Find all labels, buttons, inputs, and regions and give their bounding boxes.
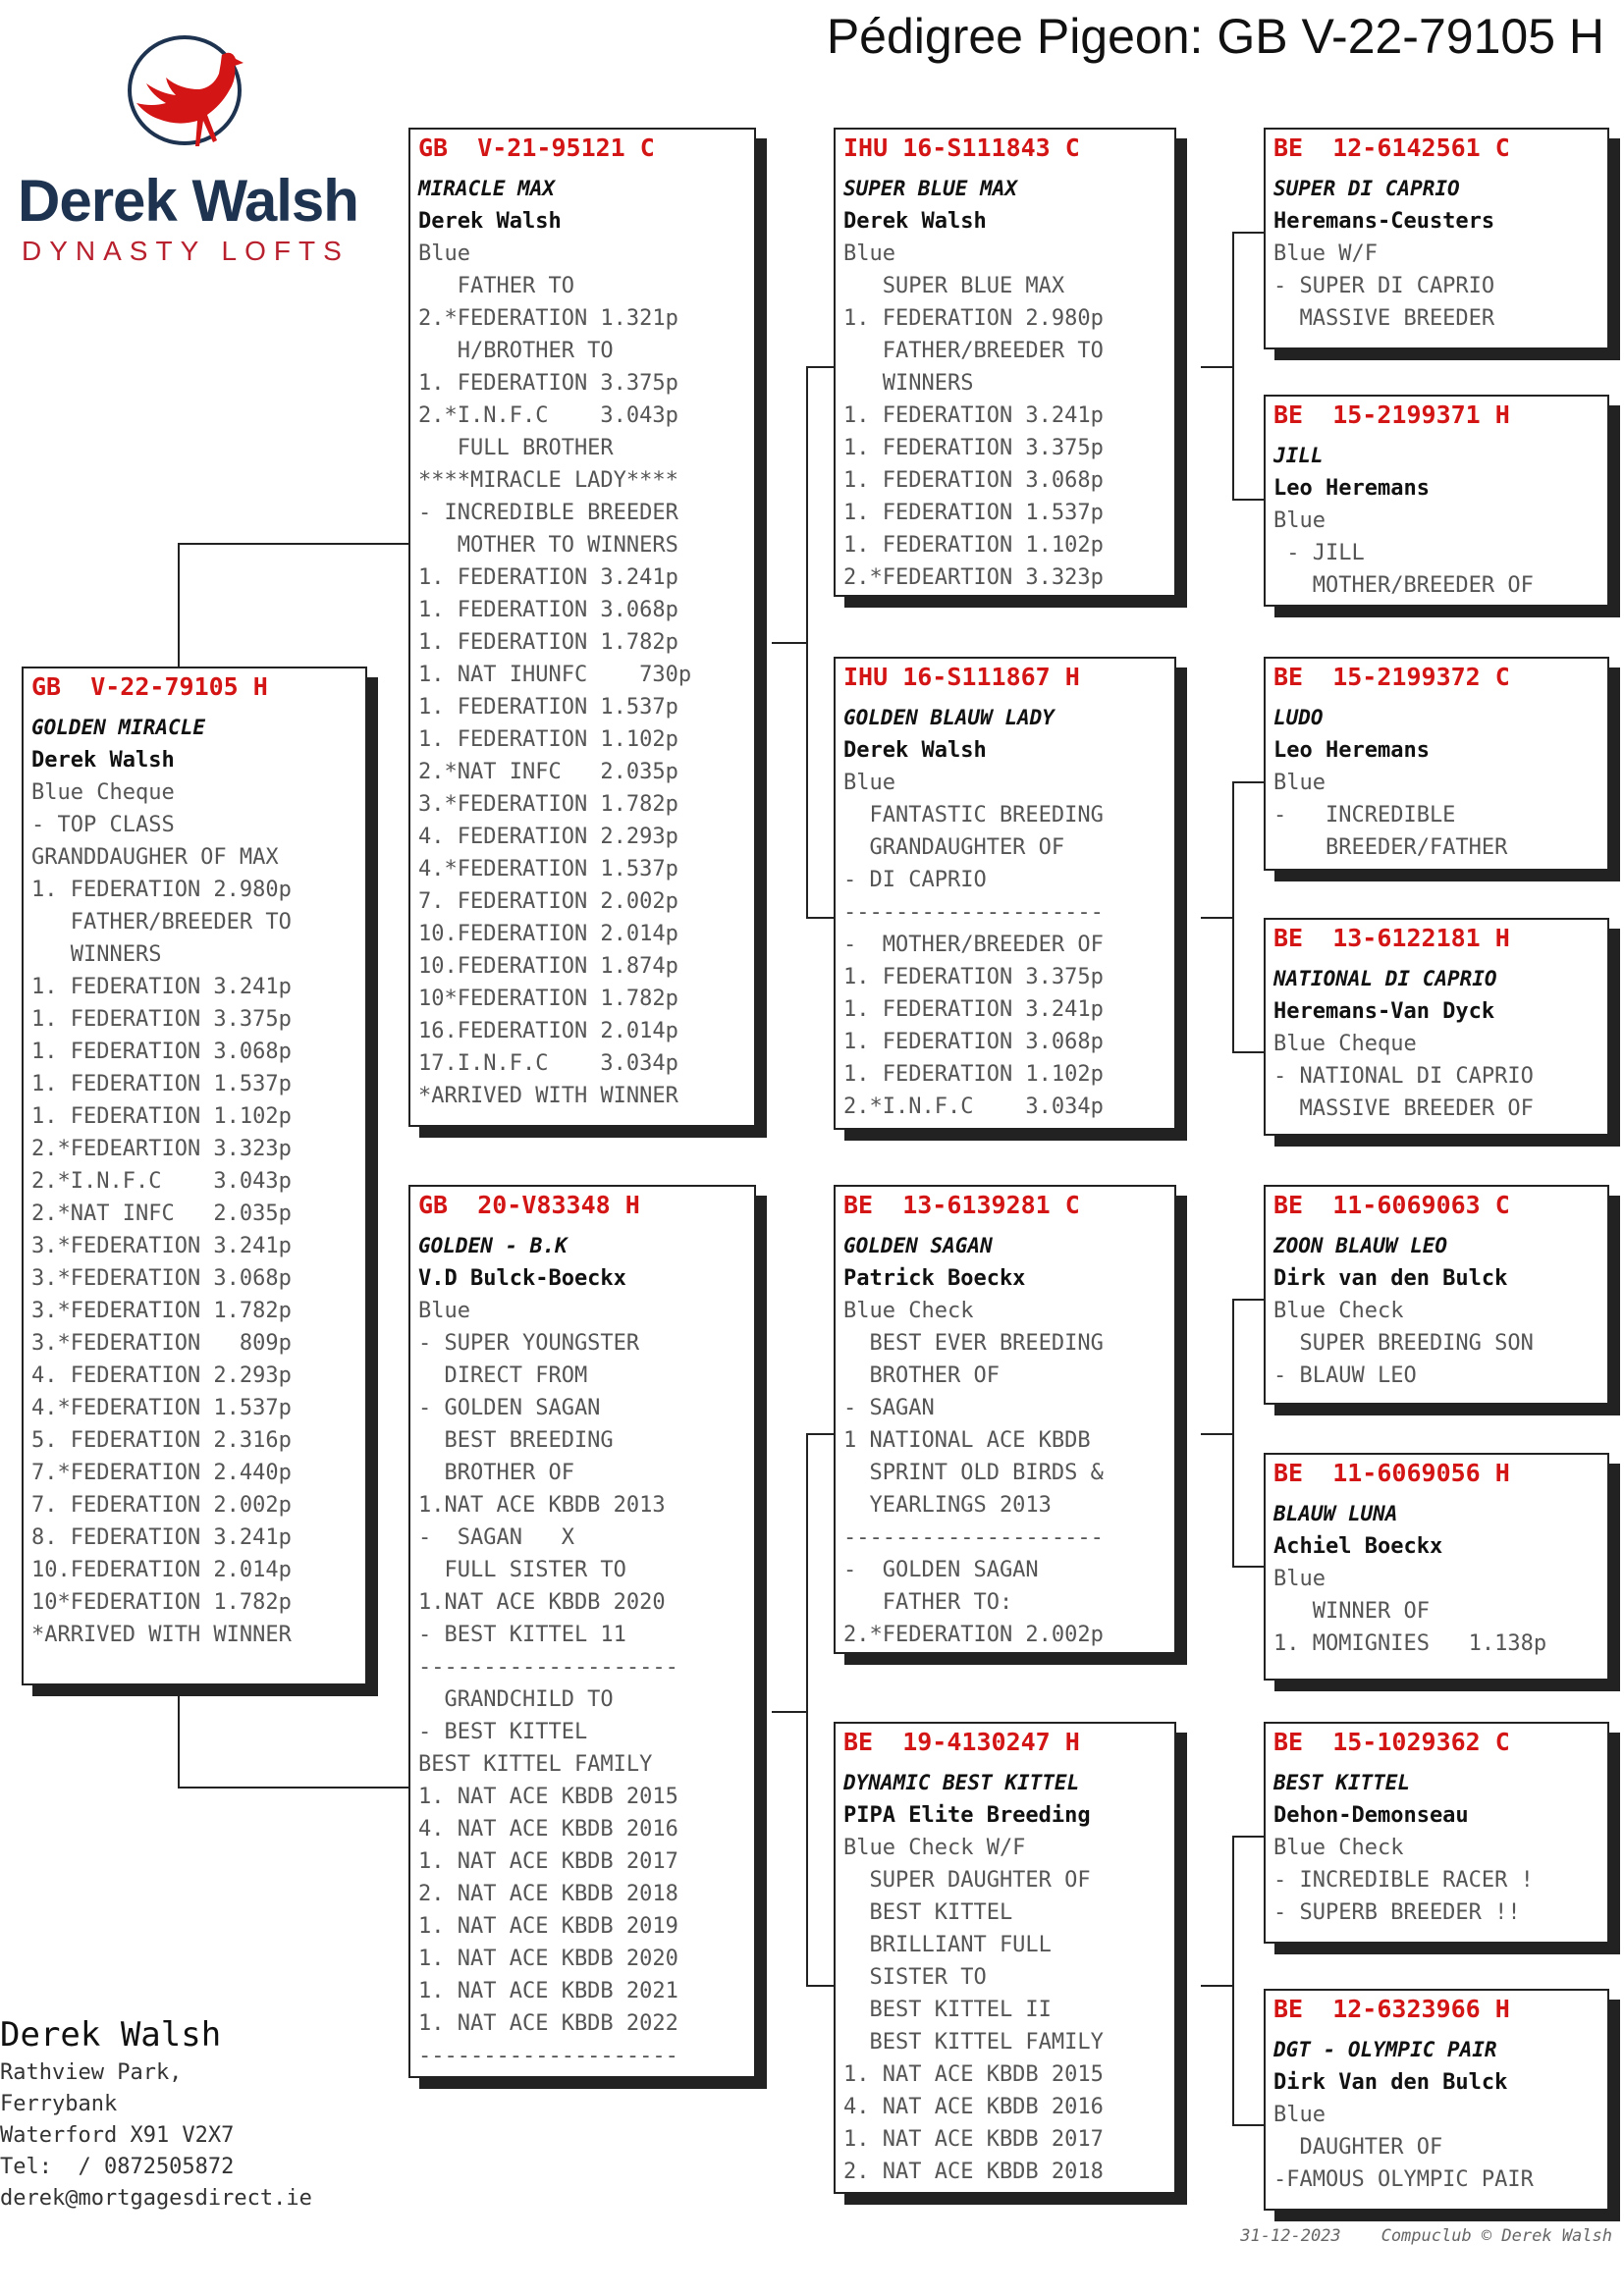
ring-number: BE 11-6069056 H bbox=[1273, 1459, 1510, 1487]
achievement-line: BEST KITTEL FAMILY bbox=[418, 1752, 653, 1777]
ring-number: BE 19-4130247 H bbox=[843, 1728, 1080, 1756]
achievement-line: FULL BROTHER bbox=[418, 436, 614, 460]
connector bbox=[806, 917, 834, 919]
pigeon-card-dam bbox=[408, 1185, 756, 2078]
achievement-line: FATHER/BREEDER TO bbox=[31, 910, 292, 934]
pigeon-color: Blue bbox=[1273, 2103, 1326, 2127]
pigeon-color: Blue bbox=[1273, 771, 1326, 795]
breeder-name: Leo Heremans bbox=[1273, 738, 1430, 763]
address-line: Ferrybank bbox=[0, 2092, 118, 2116]
ring-number: BE 15-2199372 C bbox=[1273, 663, 1510, 691]
pigeon-card-dds bbox=[1264, 1722, 1609, 1944]
achievement-line: 1. FEDERATION 3.068p bbox=[418, 598, 678, 622]
connector bbox=[1232, 1836, 1234, 2126]
achievement-line: 1. FEDERATION 1.537p bbox=[31, 1072, 292, 1096]
ring-number: BE 11-6069063 C bbox=[1273, 1191, 1510, 1219]
ring-number: BE 15-2199371 H bbox=[1273, 400, 1510, 429]
achievement-line: FANTASTIC BREEDING bbox=[843, 803, 1104, 828]
achievement-line: 1. MOMIGNIES 1.138p bbox=[1273, 1631, 1547, 1656]
connector bbox=[1232, 232, 1264, 234]
achievement-line: MOTHER TO WINNERS bbox=[418, 533, 678, 558]
achievement-line: 4. NAT ACE KBDB 2016 bbox=[418, 1817, 678, 1842]
pigeon-card-sire bbox=[408, 128, 756, 1127]
brand-subtitle: DYNASTY LOFTS bbox=[22, 236, 350, 266]
achievement-line: -------------------- bbox=[418, 2044, 678, 2068]
connector bbox=[806, 366, 808, 919]
achievement-line: 1. NAT ACE KBDB 2017 bbox=[418, 1849, 678, 1874]
achievement-line: 2.*NAT INFC 2.035p bbox=[418, 760, 678, 784]
pigeon-card-dsd bbox=[1264, 1453, 1609, 1681]
pigeon-card-sire-dam bbox=[834, 657, 1176, 1130]
pigeon-color: Blue Cheque bbox=[1273, 1032, 1417, 1056]
achievement-line: - INCREDIBLE BREEDER bbox=[418, 501, 678, 525]
achievement-line: 8. FEDERATION 3.241p bbox=[31, 1525, 292, 1550]
achievement-line: FATHER TO: bbox=[843, 1590, 1013, 1615]
achievement-line: 1. FEDERATION 3.068p bbox=[843, 468, 1104, 493]
achievement-line: FULL SISTER TO bbox=[418, 1558, 626, 1582]
achievement-line: SUPER BLUE MAX bbox=[843, 274, 1065, 298]
achievement-line: 1. FEDERATION 2.980p bbox=[31, 878, 292, 902]
achievement-line: -------------------- bbox=[418, 1655, 678, 1680]
achievement-line: SISTER TO bbox=[843, 1965, 987, 1990]
achievement-line: 3.*FEDERATION 1.782p bbox=[418, 792, 678, 817]
breeder-name: V.D Bulck-Boeckx bbox=[418, 1266, 626, 1291]
achievement-line: 1. FEDERATION 2.980p bbox=[843, 306, 1104, 331]
ring-number: GB V-21-95121 C bbox=[418, 133, 655, 162]
achievement-line: - INCREDIBLE RACER ! bbox=[1273, 1868, 1534, 1893]
achievement-line: *ARRIVED WITH WINNER bbox=[418, 1084, 678, 1108]
achievement-line: 1. FEDERATION 1.102p bbox=[843, 1062, 1104, 1087]
achievement-line: 5. FEDERATION 2.316p bbox=[31, 1428, 292, 1453]
pigeon-card-sss bbox=[1264, 128, 1609, 349]
achievement-line: 1. NAT ACE KBDB 2021 bbox=[418, 1979, 678, 2003]
achievement-line: 1. FEDERATION 3.241p bbox=[843, 403, 1104, 428]
achievement-line: 1. FEDERATION 3.375p bbox=[843, 436, 1104, 460]
ring-number: BE 13-6122181 H bbox=[1273, 924, 1510, 952]
achievement-line: 1. FEDERATION 1.102p bbox=[843, 533, 1104, 558]
achievement-line: FATHER/BREEDER TO bbox=[843, 339, 1104, 363]
achievement-line: 1. NAT ACE KBDB 2020 bbox=[418, 1947, 678, 1971]
achievement-line: 1. FEDERATION 1.782p bbox=[418, 630, 678, 655]
achievement-line: 3.*FEDERATION 1.782p bbox=[31, 1299, 292, 1323]
achievement-line: 7. FEDERATION 2.002p bbox=[31, 1493, 292, 1518]
achievement-line: 1. NAT ACE KBDB 2019 bbox=[418, 1914, 678, 1939]
pigeon-name: NATIONAL DI CAPRIO bbox=[1273, 967, 1497, 990]
connector bbox=[178, 1787, 408, 1789]
achievement-line: 1. NAT ACE KBDB 2015 bbox=[418, 1785, 678, 1809]
achievement-line: 1. FEDERATION 3.241p bbox=[418, 565, 678, 590]
achievement-line: SPRINT OLD BIRDS & bbox=[843, 1461, 1104, 1485]
breeder-name: Derek Walsh bbox=[418, 209, 562, 234]
connector bbox=[806, 1433, 834, 1435]
ring-number: IHU 16-S111843 C bbox=[843, 133, 1080, 162]
breeder-name: Dirk Van den Bulck bbox=[1273, 2070, 1508, 2095]
pigeon-name: BEST KITTEL bbox=[1273, 1771, 1411, 1794]
achievement-line: - TOP CLASS bbox=[31, 813, 175, 837]
connector bbox=[1232, 781, 1264, 783]
breeder-name: Leo Heremans bbox=[1273, 476, 1430, 501]
achievement-line: - MOTHER/BREEDER OF bbox=[843, 933, 1104, 957]
achievement-line: BRILLIANT FULL bbox=[843, 1933, 1052, 1957]
achievement-line: -------------------- bbox=[843, 1525, 1104, 1550]
pigeon-card-dam-dam bbox=[834, 1722, 1176, 2194]
pigeon-card-sdd bbox=[1264, 918, 1609, 1136]
ring-number: IHU 16-S111867 H bbox=[843, 663, 1080, 691]
pigeon-name: GOLDEN BLAUW LADY bbox=[843, 706, 1055, 729]
achievement-line: BEST KITTEL II bbox=[843, 1998, 1052, 2022]
connector bbox=[806, 1985, 834, 1987]
pigeon-color: Blue Check bbox=[1273, 1299, 1404, 1323]
achievement-line: MOTHER/BREEDER OF bbox=[1273, 573, 1534, 598]
achievement-line: 10.FEDERATION 2.014p bbox=[31, 1558, 292, 1582]
connector bbox=[1232, 781, 1234, 1053]
pigeon-color: Blue bbox=[418, 241, 470, 266]
achievement-line: 10*FEDERATION 1.782p bbox=[418, 987, 678, 1011]
pigeon-card-ssd bbox=[1264, 395, 1609, 607]
achievement-line: 1. FEDERATION 1.537p bbox=[418, 695, 678, 720]
achievement-line: DAUGHTER OF bbox=[1273, 2135, 1443, 2160]
achievement-line: - GOLDEN SAGAN bbox=[418, 1396, 601, 1420]
achievement-line: - INCREDIBLE bbox=[1273, 803, 1456, 828]
breeder-name: Achiel Boeckx bbox=[1273, 1534, 1443, 1559]
pigeon-name: JILL bbox=[1273, 444, 1324, 467]
achievement-line: 4. NAT ACE KBDB 2016 bbox=[843, 2095, 1104, 2119]
achievement-line: 1. FEDERATION 1.102p bbox=[418, 727, 678, 752]
breeder-name: Dirk van den Bulck bbox=[1273, 1266, 1508, 1291]
pigeon-color: Blue Cheque bbox=[31, 780, 175, 805]
pigeon-name: GOLDEN - B.K bbox=[418, 1234, 568, 1257]
connector bbox=[1201, 917, 1234, 919]
achievement-line: 1. FEDERATION 3.241p bbox=[843, 997, 1104, 1022]
achievement-line: 1. NAT ACE KBDB 2022 bbox=[418, 2011, 678, 2036]
pigeon-name: MIRACLE MAX bbox=[418, 177, 556, 200]
achievement-line: WINNERS bbox=[31, 942, 162, 967]
achievement-line: 2. NAT ACE KBDB 2018 bbox=[843, 2160, 1104, 2184]
achievement-line: SUPER BREEDING SON bbox=[1273, 1331, 1534, 1356]
pigeon-color: Blue Check bbox=[843, 1299, 974, 1323]
achievement-line: 2.*I.N.F.C 3.043p bbox=[31, 1169, 292, 1194]
achievement-line: 3.*FEDERATION 809p bbox=[31, 1331, 292, 1356]
achievement-line: GRANDDAUGHER OF MAX bbox=[31, 845, 279, 870]
achievement-line: 1. FEDERATION 3.375p bbox=[31, 1007, 292, 1032]
pigeon-color: Blue W/F bbox=[1273, 241, 1378, 266]
connector bbox=[772, 642, 808, 644]
pigeon-card-ddd bbox=[1264, 1989, 1609, 2211]
pigeon-name: LUDO bbox=[1273, 706, 1324, 729]
achievement-line: - GOLDEN SAGAN bbox=[843, 1558, 1039, 1582]
connector bbox=[178, 543, 180, 667]
achievement-line: 10.FEDERATION 1.874p bbox=[418, 954, 678, 979]
achievement-line: MASSIVE BREEDER bbox=[1273, 306, 1495, 331]
achievement-line: H/BROTHER TO bbox=[418, 339, 614, 363]
connector bbox=[1201, 1985, 1234, 1987]
achievement-line: WINNERS bbox=[843, 371, 974, 396]
pigeon-name: BLAUW LUNA bbox=[1273, 1502, 1398, 1525]
achievement-line: 1. FEDERATION 3.241p bbox=[31, 975, 292, 999]
achievement-line: - SUPERB BREEDER !! bbox=[1273, 1900, 1521, 1925]
breeder-name: Derek Walsh bbox=[843, 738, 987, 763]
ring-number: BE 12-6323966 H bbox=[1273, 1995, 1510, 2023]
achievement-line: DIRECT FROM bbox=[418, 1363, 588, 1388]
pigeon-card-subject bbox=[22, 667, 367, 1685]
pigeon-icon bbox=[116, 29, 273, 167]
pigeon-name: GOLDEN MIRACLE bbox=[31, 716, 206, 739]
footer-credit: 31-12-2023 Compuclub © Derek Walsh bbox=[1240, 2226, 1612, 2246]
achievement-line: 2.*FEDERATION 1.321p bbox=[418, 306, 678, 331]
pigeon-color: Blue bbox=[843, 241, 895, 266]
achievement-line: 1. NAT ACE KBDB 2015 bbox=[843, 2062, 1104, 2087]
achievement-line: 2.*NAT INFC 2.035p bbox=[31, 1201, 292, 1226]
achievement-line: ****MIRACLE LADY**** bbox=[418, 468, 678, 493]
achievement-line: 1. FEDERATION 3.375p bbox=[843, 965, 1104, 989]
page-title: Pédigree Pigeon: GB V-22-79105 H bbox=[826, 9, 1604, 64]
breeder-name: Derek Walsh bbox=[843, 209, 987, 234]
achievement-line: 1. FEDERATION 1.102p bbox=[31, 1104, 292, 1129]
achievement-line: 1. FEDERATION 1.537p bbox=[843, 501, 1104, 525]
owner-name: Derek Walsh bbox=[0, 2015, 222, 2055]
achievement-line: 2.*FEDEARTION 3.323p bbox=[843, 565, 1104, 590]
achievement-line: - JILL bbox=[1273, 541, 1365, 565]
achievement-line: 2.*I.N.F.C 3.043p bbox=[418, 403, 678, 428]
ring-number: GB V-22-79105 H bbox=[31, 672, 268, 701]
achievement-line: 4.*FEDERATION 1.537p bbox=[418, 857, 678, 881]
achievement-line: 2.*FEDEARTION 3.323p bbox=[31, 1137, 292, 1161]
achievement-line: 7. FEDERATION 2.002p bbox=[418, 889, 678, 914]
pigeon-card-dss bbox=[1264, 1185, 1609, 1405]
achievement-line: - NATIONAL DI CAPRIO bbox=[1273, 1064, 1534, 1089]
pigeon-color: Blue bbox=[843, 771, 895, 795]
achievement-line: - BEST KITTEL bbox=[418, 1720, 588, 1744]
pigeon-name: GOLDEN SAGAN bbox=[843, 1234, 993, 1257]
connector bbox=[806, 366, 834, 368]
connector bbox=[1232, 1299, 1264, 1301]
achievement-line: -FAMOUS OLYMPIC PAIR bbox=[1273, 2167, 1534, 2192]
address-line: Waterford X91 V2X7 bbox=[0, 2123, 235, 2148]
connector bbox=[178, 543, 408, 545]
achievement-line: BROTHER OF bbox=[843, 1363, 1000, 1388]
achievement-line: BROTHER OF bbox=[418, 1461, 574, 1485]
breeder-name: Derek Walsh bbox=[31, 748, 175, 773]
connector bbox=[1232, 1836, 1264, 1838]
pigeon-name: SUPER DI CAPRIO bbox=[1273, 177, 1460, 200]
achievement-line: 4.*FEDERATION 1.537p bbox=[31, 1396, 292, 1420]
achievement-line: - SUPER DI CAPRIO bbox=[1273, 274, 1495, 298]
achievement-line: 3.*FEDERATION 3.068p bbox=[31, 1266, 292, 1291]
achievement-line: - BLAUW LEO bbox=[1273, 1363, 1417, 1388]
achievement-line: BEST KITTEL FAMILY bbox=[843, 2030, 1104, 2055]
achievement-line: 3.*FEDERATION 3.241p bbox=[31, 1234, 292, 1258]
achievement-line: 1. FEDERATION 3.068p bbox=[31, 1040, 292, 1064]
achievement-line: - BEST KITTEL 11 bbox=[418, 1623, 626, 1647]
ring-number: BE 13-6139281 C bbox=[843, 1191, 1080, 1219]
achievement-line: 1. FEDERATION 3.375p bbox=[418, 371, 678, 396]
achievement-line: 10*FEDERATION 1.782p bbox=[31, 1590, 292, 1615]
pigeon-color: Blue Check bbox=[1273, 1836, 1404, 1860]
connector bbox=[1232, 499, 1264, 501]
pigeon-color: Blue Check W/F bbox=[843, 1836, 1026, 1860]
achievement-line: GRANDAUGHTER OF bbox=[843, 835, 1065, 860]
achievement-line: - SAGAN bbox=[843, 1396, 935, 1420]
achievement-line: GRANDCHILD TO bbox=[418, 1687, 614, 1712]
ring-number: BE 12-6142561 C bbox=[1273, 133, 1510, 162]
achievement-line: 17.I.N.F.C 3.034p bbox=[418, 1051, 678, 1076]
address-line: Rathview Park, bbox=[0, 2060, 183, 2085]
achievement-line: SUPER DAUGHTER OF bbox=[843, 1868, 1091, 1893]
pigeon-color: Blue bbox=[1273, 508, 1326, 533]
pigeon-name: DYNAMIC BEST KITTEL bbox=[843, 1771, 1080, 1794]
connector bbox=[1201, 1433, 1234, 1435]
ring-number: BE 15-1029362 C bbox=[1273, 1728, 1510, 1756]
connector bbox=[772, 1711, 808, 1713]
achievement-line: BEST EVER BREEDING bbox=[843, 1331, 1104, 1356]
achievement-line: 7.*FEDERATION 2.440p bbox=[31, 1461, 292, 1485]
phone-line: Tel: / 0872505872 bbox=[0, 2155, 235, 2179]
achievement-line: 1.NAT ACE KBDB 2020 bbox=[418, 1590, 666, 1615]
breeder-name: PIPA Elite Breeding bbox=[843, 1803, 1091, 1828]
pigeon-card-sds bbox=[1264, 657, 1609, 871]
achievement-line: BEST BREEDING bbox=[418, 1428, 614, 1453]
connector bbox=[1232, 2124, 1264, 2126]
achievement-line: 1.NAT ACE KBDB 2013 bbox=[418, 1493, 666, 1518]
connector bbox=[178, 1685, 180, 1788]
connector bbox=[806, 1433, 808, 1987]
owner-address bbox=[0, 2012, 312, 2215]
pigeon-name: DGT - OLYMPIC PAIR bbox=[1273, 2038, 1497, 2061]
achievement-line: 4. FEDERATION 2.293p bbox=[31, 1363, 292, 1388]
achievement-line: 1. NAT ACE KBDB 2017 bbox=[843, 2127, 1104, 2152]
achievement-line: 10.FEDERATION 2.014p bbox=[418, 922, 678, 946]
connector bbox=[1232, 1566, 1264, 1568]
brand-name: Derek Walsh bbox=[18, 168, 358, 234]
email-line: derek@mortgagesdirect.ie bbox=[0, 2186, 312, 2211]
achievement-line: 4. FEDERATION 2.293p bbox=[418, 825, 678, 849]
pigeon-color: Blue bbox=[1273, 1567, 1326, 1591]
achievement-line: *ARRIVED WITH WINNER bbox=[31, 1623, 292, 1647]
achievement-line: - SUPER YOUNGSTER bbox=[418, 1331, 640, 1356]
achievement-line: 1 NATIONAL ACE KBDB bbox=[843, 1428, 1091, 1453]
achievement-line: MASSIVE BREEDER OF bbox=[1273, 1096, 1534, 1121]
breeder-name: Patrick Boeckx bbox=[843, 1266, 1026, 1291]
achievement-line: 1. FEDERATION 3.068p bbox=[843, 1030, 1104, 1054]
achievement-line: 2.*I.N.F.C 3.034p bbox=[843, 1095, 1104, 1119]
pigeon-card-sire-sire bbox=[834, 128, 1176, 597]
pigeon-name: ZOON BLAUW LEO bbox=[1273, 1234, 1448, 1257]
connector bbox=[1201, 366, 1234, 368]
achievement-line: 2. NAT ACE KBDB 2018 bbox=[418, 1882, 678, 1906]
breeder-name: Heremans-Ceusters bbox=[1273, 209, 1495, 234]
achievement-line: BREEDER/FATHER bbox=[1273, 835, 1508, 860]
achievement-line: 16.FEDERATION 2.014p bbox=[418, 1019, 678, 1043]
achievement-line: 2.*FEDERATION 2.002p bbox=[843, 1623, 1104, 1647]
pigeon-card-dam-sire bbox=[834, 1185, 1176, 1654]
brand-logo bbox=[18, 29, 371, 275]
breeder-name: Heremans-Van Dyck bbox=[1273, 999, 1495, 1024]
achievement-line: - DI CAPRIO bbox=[843, 868, 987, 892]
achievement-line: - SAGAN X bbox=[418, 1525, 574, 1550]
achievement-line: FATHER TO bbox=[418, 274, 574, 298]
achievement-line: BEST KITTEL bbox=[843, 1900, 1013, 1925]
ring-number: GB 20-V83348 H bbox=[418, 1191, 640, 1219]
connector bbox=[1232, 1299, 1234, 1568]
pigeon-color: Blue bbox=[418, 1299, 470, 1323]
connector bbox=[1232, 1051, 1264, 1053]
pigeon-name: SUPER BLUE MAX bbox=[843, 177, 1018, 200]
achievement-line: YEARLINGS 2013 bbox=[843, 1493, 1052, 1518]
connector bbox=[1232, 232, 1234, 500]
achievement-line: 1. NAT IHUNFC 730p bbox=[418, 663, 692, 687]
achievement-line: WINNER OF bbox=[1273, 1599, 1430, 1624]
achievement-line: -------------------- bbox=[843, 900, 1104, 925]
breeder-name: Dehon-Demonseau bbox=[1273, 1803, 1469, 1828]
